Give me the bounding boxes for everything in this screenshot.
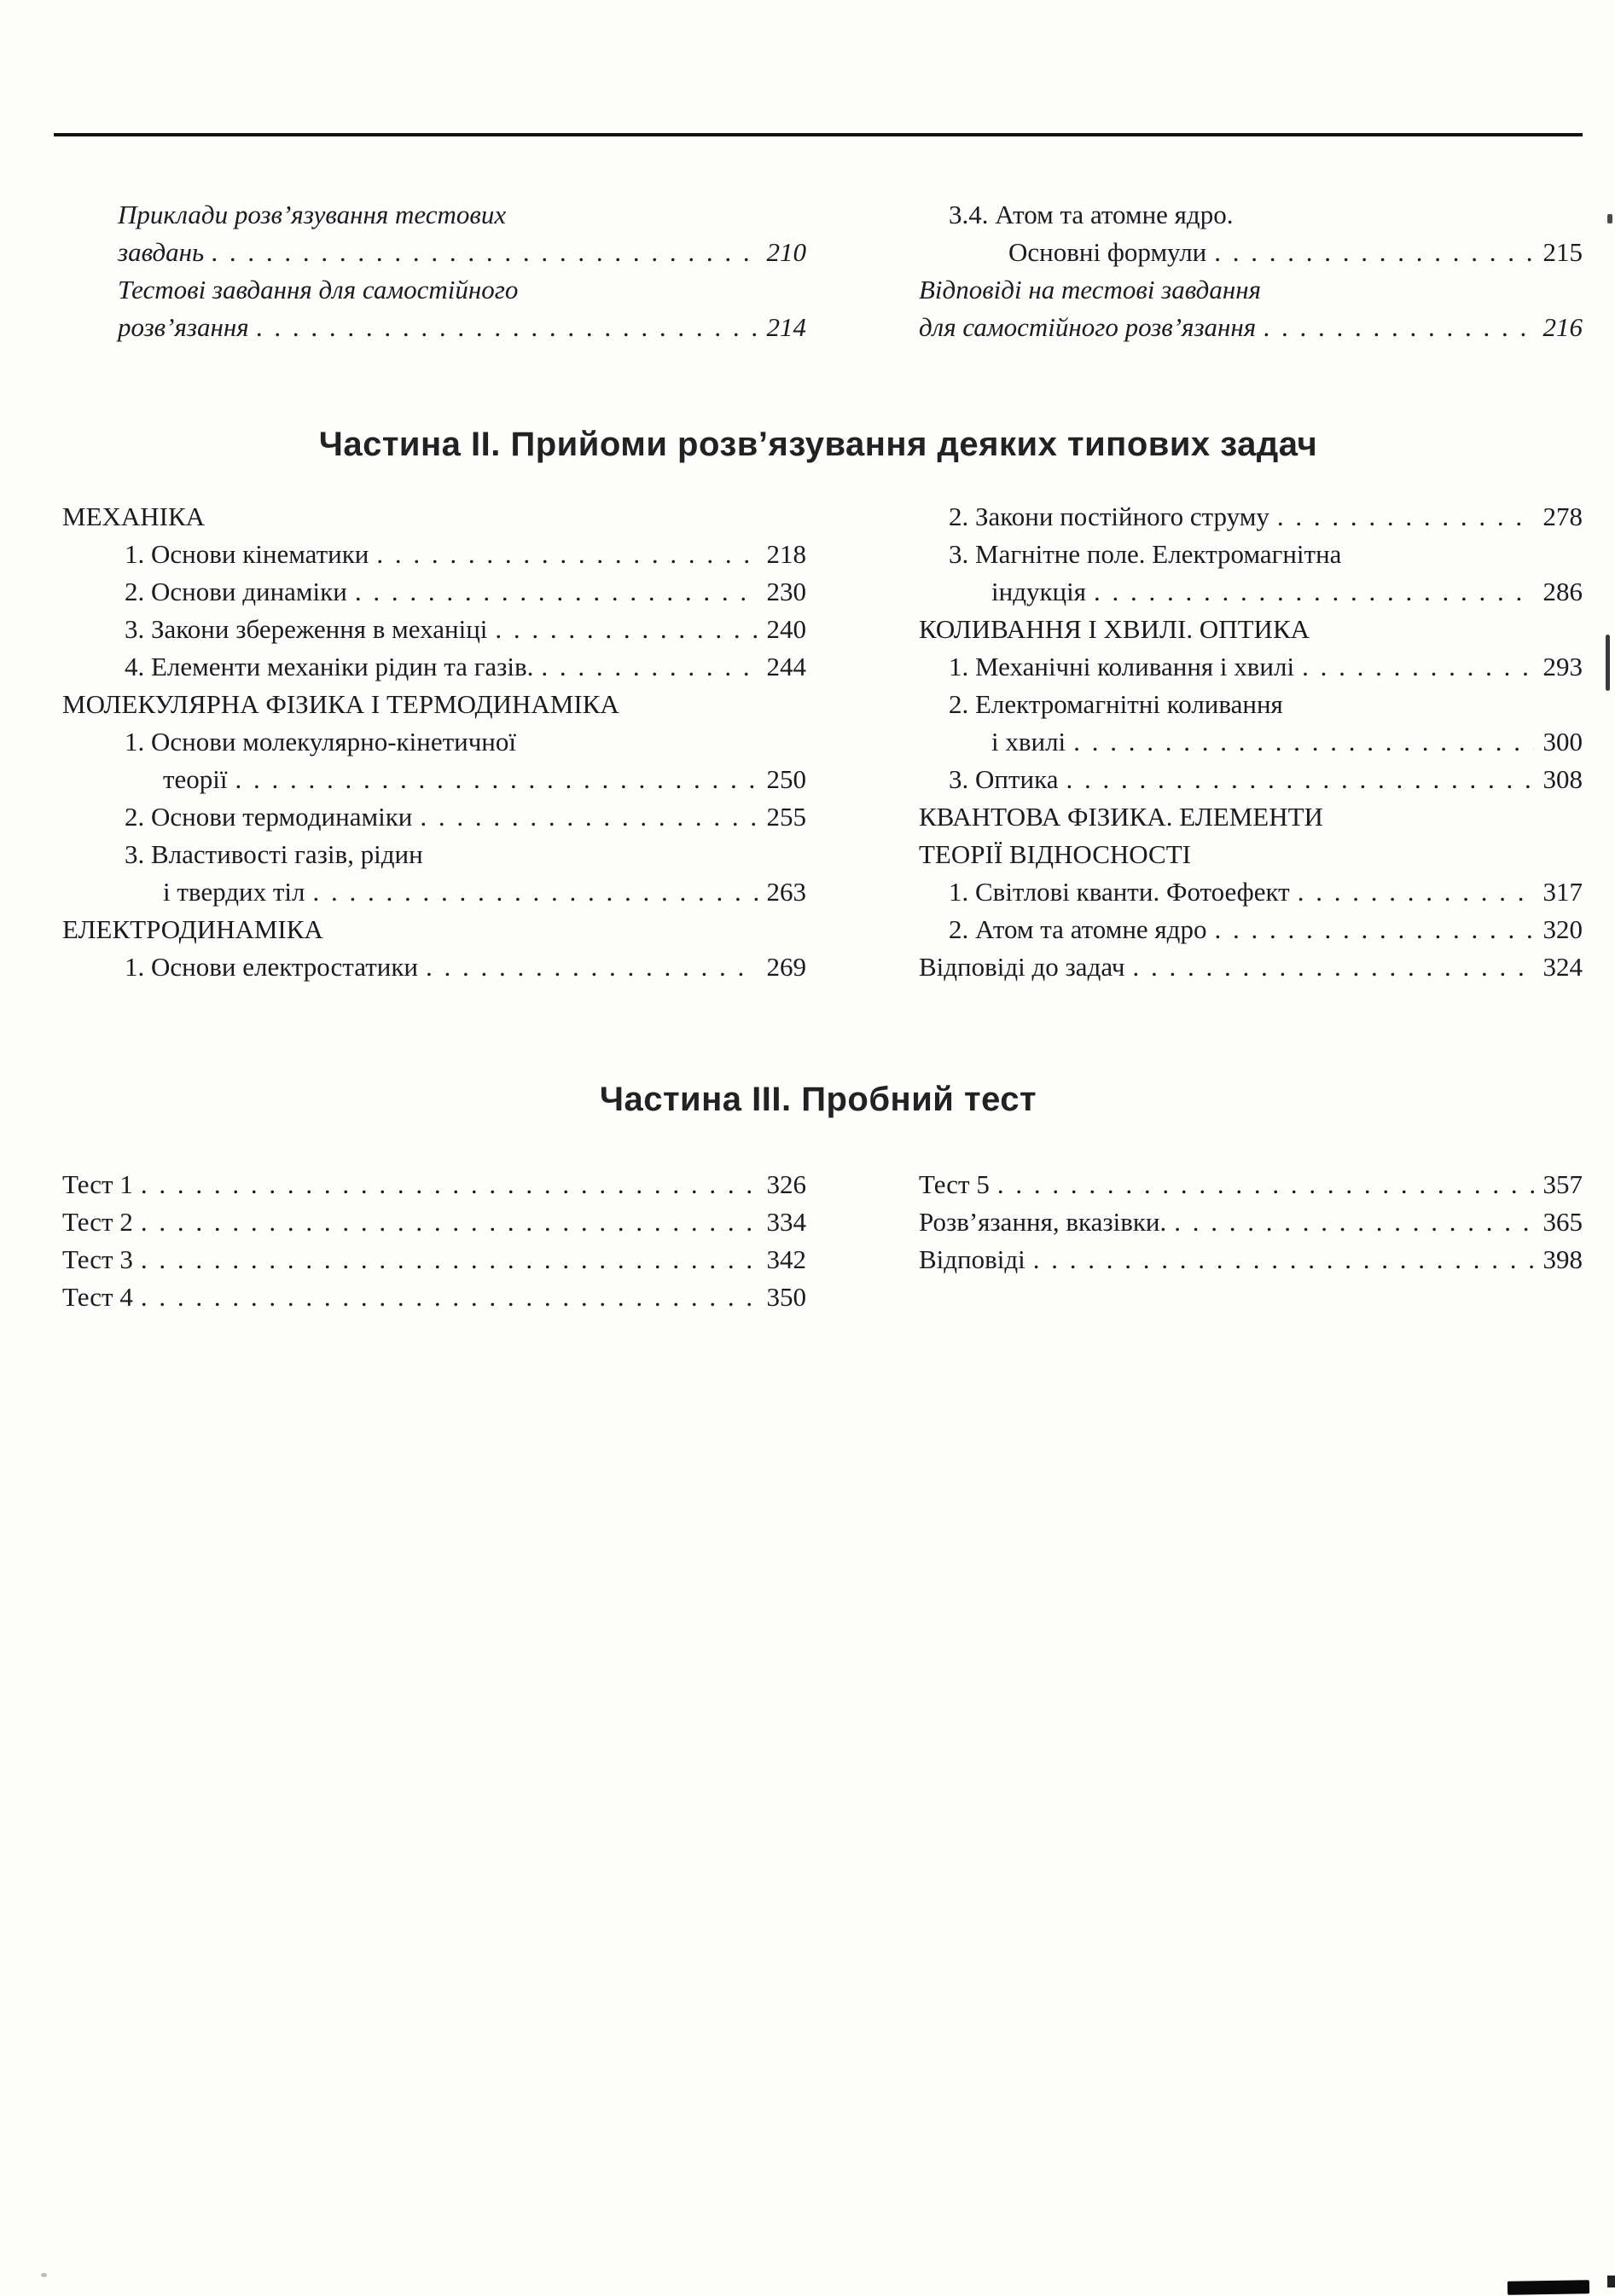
toc-line: 1. Механічні коливання і хвилі . . . 293 — [919, 648, 1583, 686]
dot-leader — [141, 1278, 758, 1316]
toc-line: Відповіді на тестові завдання — [919, 275, 1261, 304]
toc-top-left-column — [54, 196, 806, 346]
top-divider-rule — [54, 133, 1583, 136]
scan-artifact — [1508, 2280, 1589, 2295]
toc-line: Тест 2 . . . 334 — [54, 1203, 806, 1241]
toc-line: розв’язання . . . 214 — [54, 309, 806, 346]
toc-line: індукція . . . 286 — [919, 573, 1583, 611]
dot-leader — [1174, 1203, 1533, 1241]
toc-line: 3. Властивості газів, рідин — [125, 839, 423, 869]
dot-leader — [1094, 573, 1534, 611]
part3-heading: Частина III. Пробний тест — [599, 1081, 1037, 1118]
part2-right-column — [919, 498, 1583, 986]
dot-leader — [141, 1166, 758, 1203]
dot-leader — [426, 948, 758, 986]
toc-line: Приклади розв’язування тестових — [118, 200, 507, 229]
scan-artifact — [1607, 2276, 1615, 2287]
toc-line: завдань . . . 210 — [54, 234, 806, 271]
scan-artifact — [1606, 635, 1610, 691]
part3-right-column — [919, 1166, 1583, 1316]
toc-section-header: МОЛЕКУЛЯРНА ФІЗИКА І ТЕРМОДИНАМІКА — [62, 689, 619, 719]
toc-line: 2. Основи динаміки . . . 230 — [54, 573, 806, 611]
toc-top-right-column — [919, 196, 1583, 346]
toc-line: Тестові завдання для самостійного — [118, 275, 519, 304]
dot-leader — [1264, 309, 1533, 346]
toc-line: Тест 1 . . . 326 — [54, 1166, 806, 1203]
dot-leader — [1132, 948, 1533, 986]
toc-section-header: ТЕОРІЇ ВІДНОСНОСТІ — [919, 839, 1191, 869]
dot-leader — [1302, 648, 1533, 686]
toc-line: 2. Атом та атомне ядро . . . 320 — [919, 911, 1583, 948]
toc-line: 3. Закони збереження в механіці . . . 240 — [54, 611, 806, 648]
dot-leader — [1298, 873, 1534, 911]
scanned-page — [0, 133, 1615, 1316]
toc-section-header: ЕЛЕКТРОДИНАМІКА — [62, 914, 323, 944]
scan-artifact — [41, 2273, 47, 2277]
toc-line: 2. Закони постійного струму . . . 278 — [919, 498, 1583, 536]
toc-line: Тест 4 . . . 350 — [54, 1278, 806, 1316]
toc-line: 3. Оптика . . . 308 — [919, 761, 1583, 798]
dot-leader — [141, 1241, 758, 1278]
toc-top-section — [54, 196, 1583, 346]
toc-section-header: КВАНТОВА ФІЗИКА. ЕЛЕМЕНТИ — [919, 802, 1323, 832]
toc-line: Відповіді до задач . . . 324 — [919, 948, 1583, 986]
dot-leader — [257, 309, 758, 346]
dot-leader — [495, 611, 757, 648]
toc-section-header: КОЛИВАННЯ І ХВИЛІ. ОПТИКА — [919, 614, 1310, 644]
toc-line: 1. Основи молекулярно-кінетичної — [125, 727, 517, 757]
toc-line: і хвилі . . . 300 — [919, 723, 1583, 761]
toc-line: 2. Електромагнітні коливання — [949, 689, 1283, 719]
part3-left-column — [54, 1166, 806, 1316]
toc-line: Основні формули . . . 215 — [919, 234, 1583, 271]
part3-toc — [54, 1166, 1583, 1316]
dot-leader — [420, 798, 757, 836]
dot-leader — [212, 234, 757, 271]
toc-line: Тест 5 . . . 357 — [919, 1166, 1583, 1203]
toc-line: Розв’язання, вказівки. . . . 365 — [919, 1203, 1583, 1241]
dot-leader — [312, 873, 757, 911]
dot-leader — [1277, 498, 1534, 536]
toc-line: 3.4. Атом та атомне ядро. — [949, 200, 1234, 229]
dot-leader — [1214, 234, 1533, 271]
dot-leader — [1073, 723, 1533, 761]
dot-leader — [1066, 761, 1533, 798]
dot-leader — [1214, 911, 1533, 948]
toc-line: теорії . . . 250 — [54, 761, 806, 798]
toc-line: 1. Світлові кванти. Фотоефект . . . 317 — [919, 873, 1583, 911]
toc-line: і твердих тіл . . . 263 — [54, 873, 806, 911]
toc-line: Тест 3 . . . 342 — [54, 1241, 806, 1278]
toc-line: 2. Основи термодинаміки . . . 255 — [54, 798, 806, 836]
dot-leader — [376, 536, 757, 573]
part2-toc — [54, 498, 1583, 986]
dot-leader — [235, 761, 758, 798]
toc-line: 1. Основи електростатики . . . 269 — [54, 948, 806, 986]
dot-leader — [141, 1203, 758, 1241]
part2-left-column — [54, 498, 806, 986]
toc-line: для самостійного розв’язання . . . 216 — [919, 309, 1583, 346]
scan-artifact — [1607, 214, 1612, 223]
dot-leader — [1033, 1241, 1534, 1278]
toc-line: 4. Елементи механіки рідин та газів. . . . 244 — [54, 648, 806, 686]
toc-line: 3. Магнітне поле. Електромагнітна — [949, 539, 1342, 569]
toc-line: Відповіді . . . 398 — [919, 1241, 1583, 1278]
part2-heading: Частина II. Прийоми розв’язування деяких типових задач — [318, 426, 1318, 463]
toc-section-header: МЕХАНІКА — [62, 502, 206, 531]
dot-leader — [997, 1166, 1534, 1203]
toc-line: 1. Основи кінематики . . . 218 — [54, 536, 806, 573]
dot-leader — [355, 573, 758, 611]
dot-leader — [541, 648, 757, 686]
